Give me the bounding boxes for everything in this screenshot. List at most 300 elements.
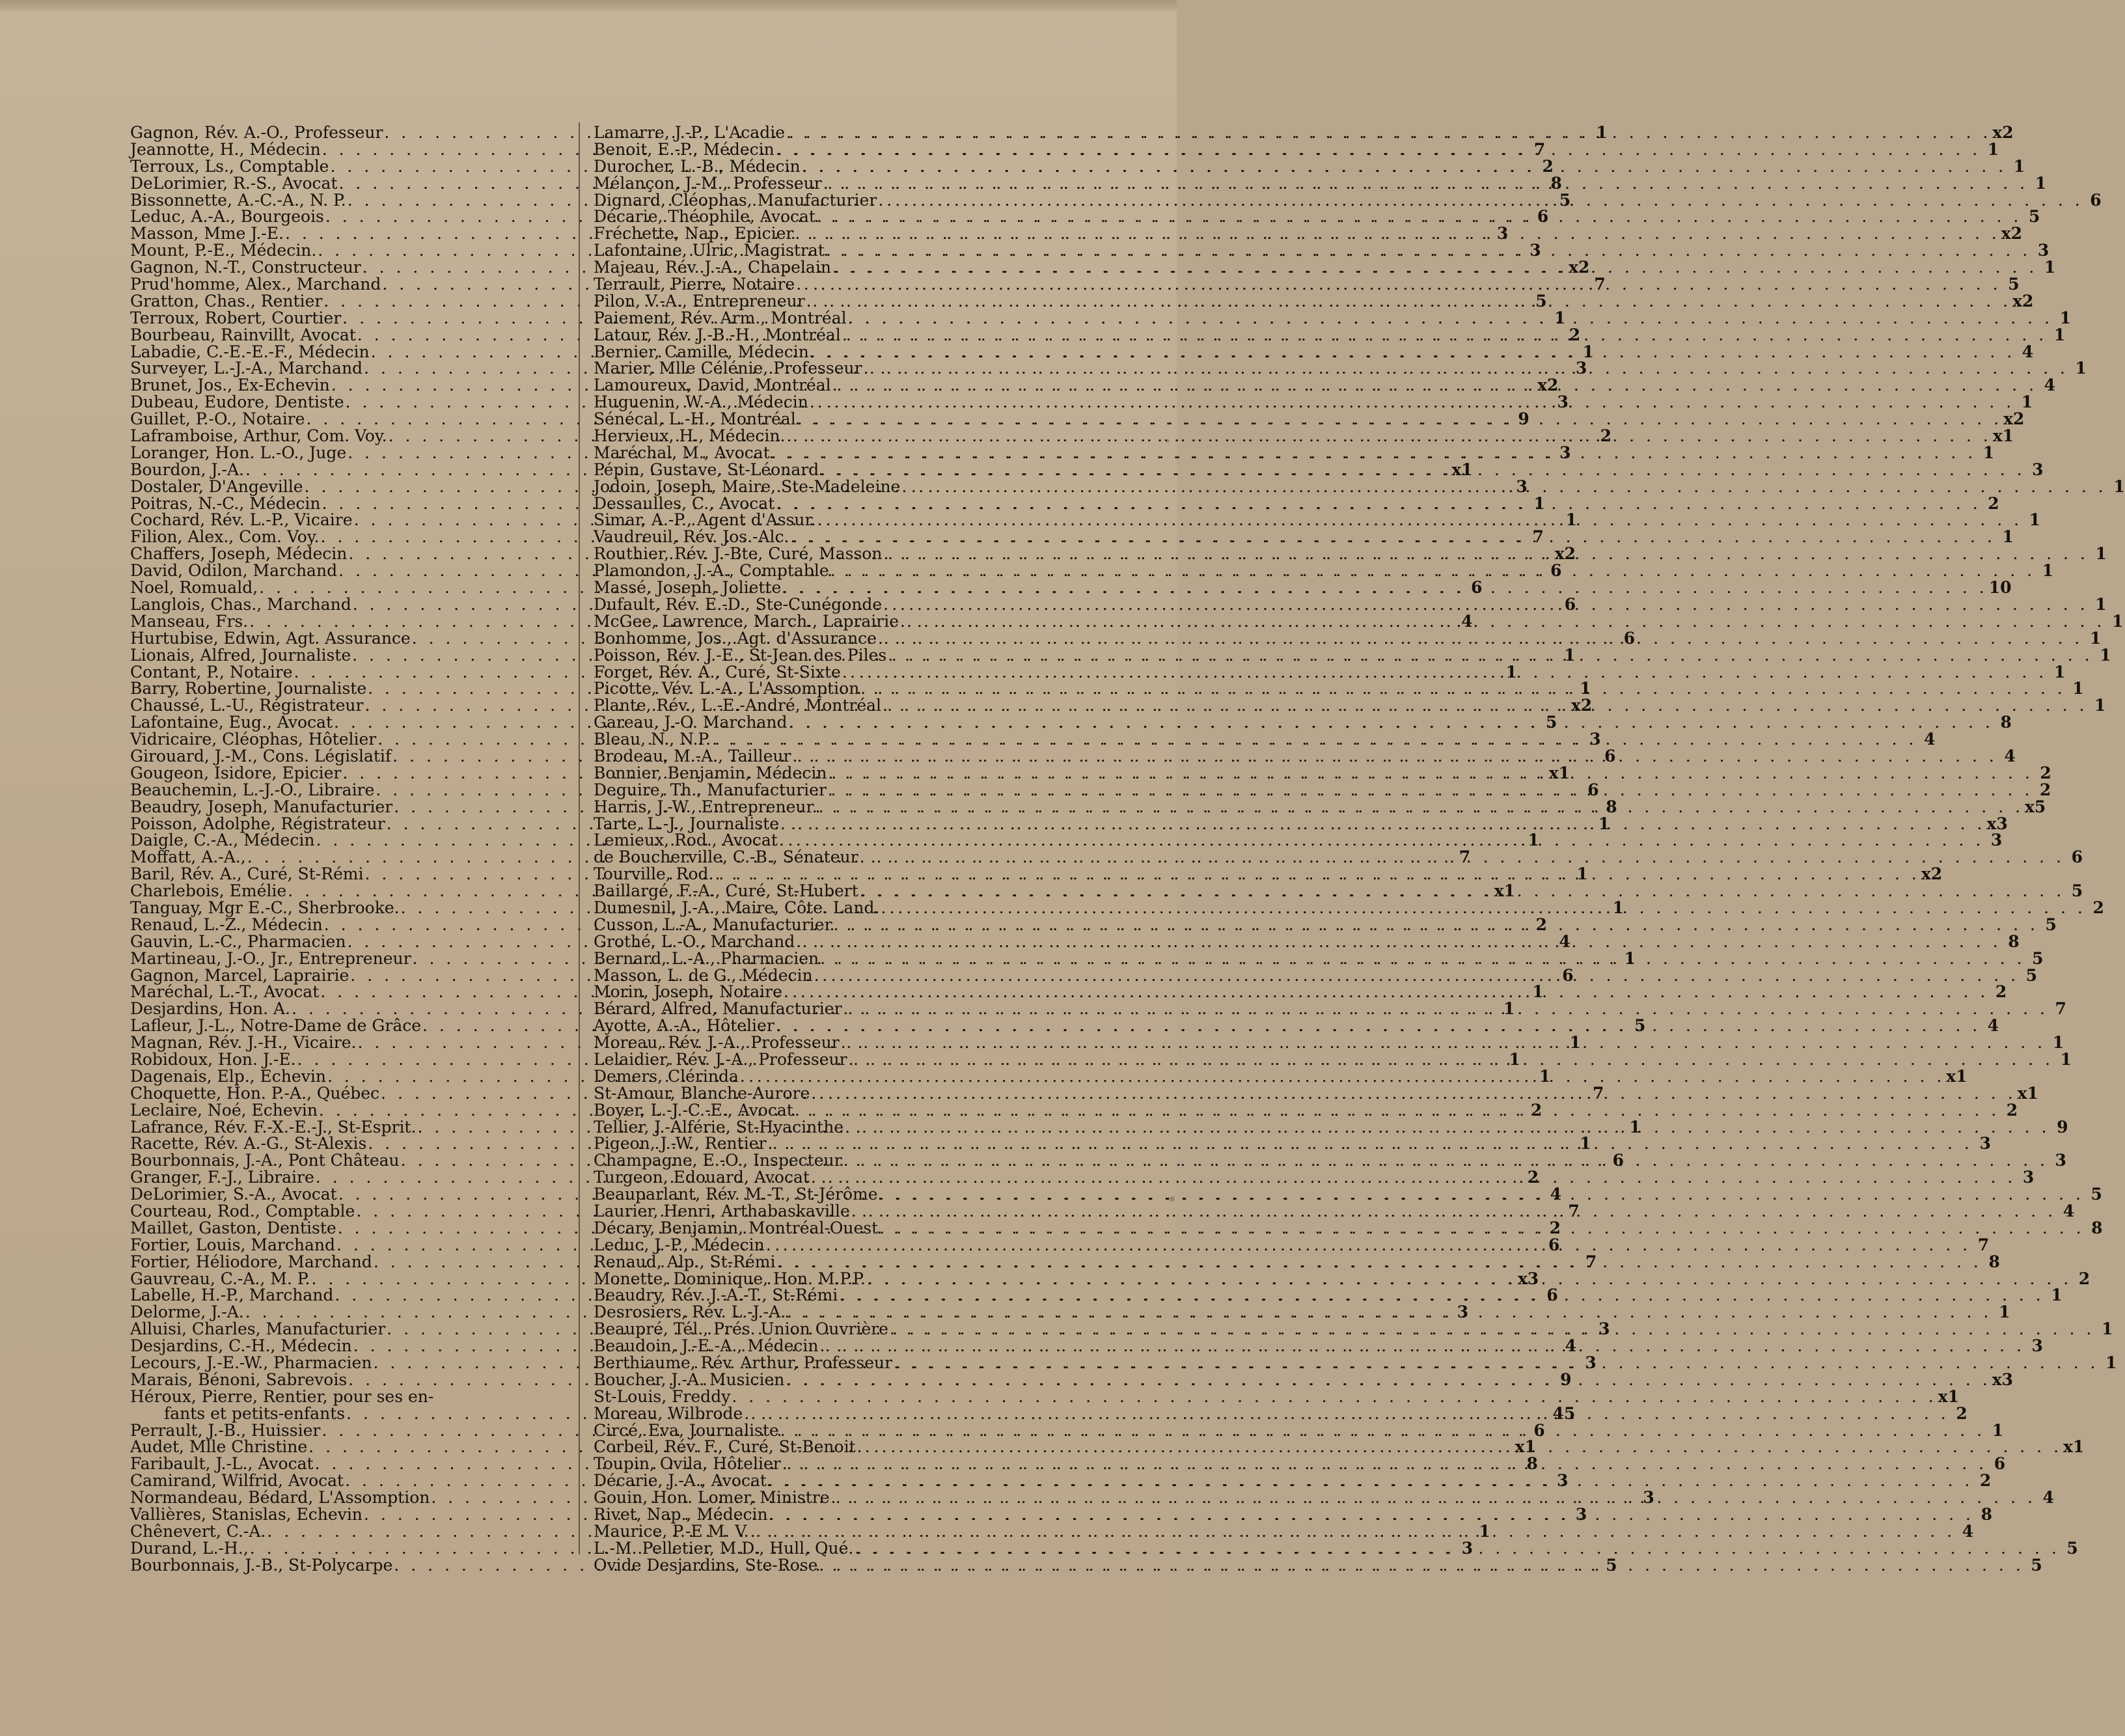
entry-count: 2 — [1995, 982, 2007, 1002]
list-item — [594, 814, 2008, 833]
entry-name: Champagne, E.-O., Inspecteur — [594, 1151, 842, 1170]
dot-leader — [878, 1186, 2085, 1203]
list-item — [594, 393, 2033, 412]
entry-count: 7 — [1568, 1202, 1580, 1220]
entry-name: Dessaulles, C., Avocat — [594, 493, 775, 513]
list-item — [594, 156, 2025, 176]
entry-count: 5 — [1559, 190, 1571, 210]
entry-name: Masson, L. de G., Médecin — [594, 965, 813, 985]
entry-count: 2 — [2040, 763, 2051, 782]
entry-count: 1 — [1987, 139, 1999, 159]
entry-count: x1 — [1515, 1437, 1536, 1457]
list-item — [594, 561, 2054, 581]
entry-name: Corbeil, Rév. F., Curé, St-Benoit — [594, 1437, 856, 1457]
entry-name: Dignard, Cléophas, Manufacturier — [594, 190, 877, 210]
entry-name: Maurice, P.-E M. V. — [594, 1521, 749, 1541]
entry-count: 1 — [1505, 662, 1517, 682]
entry-count: 6 — [1587, 780, 1599, 799]
entry-name: Tarte, L.-J., Journaliste — [594, 814, 780, 833]
dot-leader — [805, 293, 2012, 310]
entry-count: 1 — [1992, 1420, 2004, 1440]
dot-leader — [892, 1355, 2100, 1371]
entry-name: DeLorimier, S.-A., Avocat — [130, 1185, 337, 1204]
entry-count: 3 — [1576, 359, 1587, 378]
entry-name: Lafontaine, Ulric, Magistrat — [594, 241, 825, 260]
entry-name: Terroux, Robert, Courtier — [130, 308, 342, 327]
entry-count: 2 — [1988, 493, 1999, 513]
list-item — [594, 1286, 2063, 1305]
entry-name: Fréchette, Nap., Epicier — [594, 224, 794, 243]
entry-name: Charlebois, Emélie — [130, 881, 287, 901]
entry-count: 1 — [1533, 493, 1545, 513]
entry-name: Lamarre, J.-P., L'Acadie — [594, 123, 786, 142]
entry-name: Décarie, J.-A., Avocat — [594, 1471, 767, 1491]
entry-count: 1 — [1580, 1134, 1591, 1153]
list-item — [594, 662, 2066, 682]
entry-name: Courteau, Rod., Comptable — [130, 1202, 355, 1220]
entry-count: 1 — [1580, 679, 1591, 698]
entry-count: 1 — [1569, 1033, 1581, 1053]
entry-name: Guillet, P.-O., Notaire — [130, 409, 305, 429]
entry-name: Marais, Bénoni, Sabrevois — [130, 1370, 348, 1389]
list-item — [594, 611, 2124, 631]
entry-name: Mélançon, J.-M., Professeur — [594, 173, 822, 193]
list-item — [594, 1252, 2000, 1271]
entry-name: Huguenin, W.-A., Médecin — [594, 393, 808, 412]
entry-count: 1 — [2029, 510, 2041, 530]
entry-count: 1 — [1564, 645, 1576, 665]
dot-leader — [858, 883, 2066, 900]
paper-speck — [1170, 1196, 1175, 1202]
entry-count: x2 — [2003, 409, 2025, 429]
list-item — [594, 342, 2034, 361]
entry-name: Bérard, Alfred, Manufacturier — [594, 999, 842, 1019]
entry-name: Leclaire, Noé, Echevin — [130, 1100, 318, 1120]
dot-leader — [881, 697, 2089, 714]
entry-count: x3 — [1992, 1370, 2014, 1389]
entry-name: Laframboise, Arthur, Com. Voy. — [130, 426, 387, 446]
entry-name: Lafleur, J.-L., Notre-Dame de Grâce — [130, 1016, 422, 1036]
entry-count: 7 — [2055, 999, 2066, 1019]
entry-name: Magnan, Rév. J.-H., Vicaire. — [130, 1033, 357, 1053]
entry-name: David, Odilon, Marchand — [130, 561, 338, 581]
entry-count: 4 — [2022, 342, 2034, 361]
list-item — [594, 1319, 2113, 1339]
list-item — [594, 594, 2107, 614]
list-item — [594, 190, 2102, 210]
entry-name: Poitras, N.-C., Médecin — [130, 493, 321, 513]
list-item — [594, 1386, 1960, 1406]
entry-name: Chênevert, C.-A. — [130, 1521, 266, 1541]
entry-name: Baillargé, F.-A., Curé, St-Hubert — [594, 881, 858, 901]
entry-count: 3 — [1457, 1302, 1469, 1322]
entry-name: Surveyer, L.-J.-A., Marchand — [130, 359, 363, 378]
entry-name: Décarie, Théophile, Avocat — [594, 207, 816, 227]
entry-count: 8 — [1550, 173, 1562, 193]
list-item — [594, 291, 2034, 310]
list-item — [594, 965, 2038, 985]
entry-name: Faribault, J.-L., Avocat — [130, 1454, 314, 1474]
paper-speck — [1166, 439, 1170, 443]
entry-count: 1 — [1596, 123, 1608, 142]
entry-count: 1 — [2113, 476, 2125, 496]
list-item — [594, 1336, 2043, 1356]
dot-leader — [856, 1439, 2063, 1455]
dot-leader — [749, 1523, 1956, 1540]
entry-name: Rivet, Nap., Médecin — [594, 1505, 768, 1524]
entry-count: 7 — [1585, 1252, 1597, 1271]
dot-leader — [782, 984, 1990, 1000]
entry-count: 3 — [2032, 460, 2044, 479]
entry-name: Manseau, Frs. — [130, 611, 249, 631]
entry-name: Dufault, Rév. E.-D., Ste-Cunégonde — [594, 594, 883, 614]
dot-leader — [786, 1304, 1993, 1321]
entry-name: Desjardins, Hon. A. — [130, 999, 290, 1019]
entry-count: 4 — [1987, 1016, 1999, 1036]
entry-name: Lelaidier, Rév. J.-A., Professeur — [594, 1049, 847, 1069]
entry-count: 3 — [1516, 476, 1528, 496]
entry-count: 6 — [1546, 1286, 1558, 1305]
entry-count: 1 — [2095, 544, 2107, 564]
entry-name: Gagnon, Rév. A.-O., Professeur — [130, 123, 383, 142]
entry-name: Demers, Clérinda — [594, 1066, 739, 1086]
entry-name: Lionais, Alfred, Journaliste — [130, 645, 351, 665]
entry-count: 4 — [1550, 1185, 1562, 1204]
entry-name: Pépin, Gustave, St-Léonard — [594, 460, 819, 479]
entry-count: x1 — [1946, 1066, 1967, 1086]
entry-count: 6 — [1562, 965, 1574, 985]
entry-name: Lafrance, Rév. F.-X.-E.-J., St-Esprit. — [130, 1117, 417, 1137]
entry-count: 2 — [1535, 915, 1548, 934]
entry-count: 6 — [1548, 1235, 1560, 1254]
entry-name: Bourbonnais, J.-B., St-Polycarpe — [130, 1555, 393, 1575]
entry-count: 1 — [2002, 527, 2014, 547]
entry-name: St-Amour, Blanche-Aurore — [594, 1083, 810, 1103]
column-divider — [579, 122, 580, 1554]
entry-name: Perrault, J.-B., Huissier — [130, 1420, 321, 1440]
list-item — [594, 1083, 2038, 1103]
dot-leader — [822, 175, 2029, 192]
entry-name: Prud'homme, Alex., Marchand — [130, 275, 381, 294]
entry-count: 1 — [2105, 1353, 2117, 1373]
entry-name: Desrosiers, Rév. L.-J.-A. — [594, 1302, 786, 1322]
dot-leader — [765, 1237, 1972, 1254]
entry-count: x2 — [1921, 864, 1943, 884]
entry-count: 1 — [1999, 1302, 2010, 1322]
dot-leader — [841, 327, 2048, 344]
entry-name: Massé, Joseph, Joliette — [594, 578, 782, 598]
entry-count: 7 — [1594, 275, 1606, 294]
dot-leader — [766, 1135, 1973, 1152]
entry-count: 8 — [2091, 1218, 2103, 1237]
entry-count: 1 — [1539, 1066, 1551, 1086]
dot-leader — [713, 866, 1921, 883]
entry-name: de Boucherville, C.-B., Sénateur — [594, 847, 858, 867]
entry-name: Robidoux, Hon. J.-E. — [130, 1049, 296, 1069]
entry-count: 5 — [1606, 1555, 1617, 1575]
entry-count: 1 — [1532, 982, 1544, 1002]
entry-count: 3 — [1643, 1488, 1654, 1508]
entry-count: x3 — [1986, 814, 2008, 833]
entry-count: 6 — [1994, 1454, 2006, 1474]
dot-leader — [779, 816, 1986, 833]
list-item — [594, 1437, 2085, 1457]
entry-name: Martineau, J.-O., Jr., Entrepreneur — [130, 948, 411, 968]
dot-leader — [775, 1017, 1982, 1034]
dot-leader — [781, 579, 1988, 596]
entry-count: 5 — [2071, 881, 2083, 901]
list-item — [594, 1202, 2075, 1220]
entry-count: 4 — [1962, 1521, 1974, 1541]
entry-count: 45 — [1552, 1403, 1576, 1423]
dot-leader — [817, 799, 2025, 816]
entry-count: 3 — [1529, 241, 1541, 260]
entry-name: Boyer, L.-J.-C.-E., Avocat — [594, 1100, 793, 1120]
dot-leader — [810, 1085, 2017, 1102]
entry-name: Terroux, Ls., Comptable — [130, 156, 329, 176]
entry-name: Héroux, Pierre, Rentier, pour ses en- — [130, 1386, 434, 1406]
dot-leader — [831, 377, 2038, 394]
entry-count: 1 — [2075, 359, 2087, 378]
entry-name: Vaudreuil, Rév. Jos.-Alc. — [594, 527, 789, 547]
entry-name: Berthiaume, Rév. Arthur, Professeur — [594, 1353, 893, 1373]
entry-count: 2 — [1530, 1100, 1542, 1120]
entry-count: 3 — [1559, 443, 1571, 462]
dot-leader — [813, 967, 2020, 984]
list-item — [594, 173, 2047, 193]
list-item — [594, 1168, 2035, 1187]
entry-name: Gareau, J.-O. Marchand — [594, 713, 788, 732]
list-item — [594, 359, 2087, 378]
dot-leader — [832, 916, 2040, 933]
entry-name: Gagnon, N.-T., Constructeur — [130, 258, 361, 277]
entry-name: Bissonnette, A.-C.-A., N. P. — [130, 190, 346, 210]
entry-name: Noel, Romuald, — [130, 578, 258, 598]
entry-count: 4 — [1924, 730, 1936, 749]
entry-name: Sénécal, L.-H., Montréal — [594, 409, 796, 429]
entry-name: Gauvin, L.-C., Pharmacien — [130, 931, 346, 951]
entry-count: x1 — [1548, 763, 1570, 782]
entry-name: Lemieux, Rod., Avocat — [594, 831, 778, 850]
dot-leader — [862, 360, 2070, 377]
entry-name: Bernard, L.-A., Pharmacien — [594, 948, 819, 968]
dot-leader — [859, 680, 2066, 697]
entry-count: 6 — [1537, 207, 1549, 227]
entry-name: Leduc, J.-P., Médecin — [594, 1235, 765, 1254]
entry-count: 1 — [2053, 325, 2066, 344]
entry-count: 1 — [2101, 1319, 2113, 1339]
entry-name: Beaudoin, J.-E.-A., Médecin — [594, 1336, 819, 1356]
list-item — [594, 510, 2041, 530]
list-item — [594, 713, 2012, 732]
entry-name: Contant, P., Notaire — [130, 662, 293, 682]
entry-name: Audet, Mlle Christine — [130, 1437, 308, 1457]
entry-name: Girouard, J.-M., Cons. Législatif — [130, 746, 392, 765]
entry-name: Bourdon, J.-A. — [130, 460, 244, 479]
entry-name: Renaud, L.-Z., Médecin — [130, 915, 323, 934]
entry-count: 5 — [2045, 915, 2057, 934]
entry-count: x1 — [2017, 1083, 2038, 1103]
entry-count: 8 — [1988, 1252, 2000, 1271]
dot-leader — [793, 1102, 2001, 1119]
dot-leader — [879, 900, 2087, 916]
entry-count: 8 — [2000, 713, 2012, 732]
entry-count: 3 — [2037, 241, 2050, 260]
entry-name: Daigle, C.-A., Médecin — [130, 831, 315, 850]
entry-count: 1 — [1629, 1117, 1641, 1137]
entry-count: 8 — [2008, 931, 2020, 951]
entry-count: 7 — [1533, 139, 1546, 159]
list-item — [594, 1185, 2102, 1204]
list-item — [594, 409, 2025, 429]
entry-count: 1 — [2035, 173, 2047, 193]
list-item — [594, 1066, 1967, 1086]
entry-name: Camirand, Wilfrid, Avocat — [130, 1471, 344, 1491]
entry-count: 1 — [2100, 645, 2111, 665]
entry-name: Gouin, Hon. Lomer, Ministre — [594, 1488, 830, 1508]
list-item — [594, 864, 1943, 884]
entry-count: 1 — [1576, 864, 1588, 884]
list-item — [594, 493, 1999, 513]
entry-name: Maillet, Gaston, Dentiste — [130, 1218, 336, 1237]
entry-name: Gauvreau, C.-A., M. P. — [130, 1269, 310, 1288]
dot-leader — [827, 765, 2034, 782]
entry-name: Barry, Robertine, Journaliste — [130, 679, 367, 698]
entry-count: 1 — [1624, 948, 1636, 968]
entry-name: Terrault, Pierre, Notaire — [594, 275, 795, 294]
list-item — [594, 898, 2104, 917]
entry-count: 6 — [1471, 578, 1483, 598]
dot-leader — [767, 1472, 1974, 1489]
entry-name: Maréchal, L.-T., Avocat — [130, 982, 320, 1002]
entry-name: Delorme, J.-A. — [130, 1302, 244, 1322]
list-item — [594, 982, 2007, 1002]
dot-leader — [785, 428, 1992, 445]
entry-count: 5 — [1546, 713, 1557, 732]
entry-name: St-Louis, Freddy — [594, 1386, 731, 1406]
list-item — [594, 948, 2044, 968]
dot-leader — [816, 512, 2023, 529]
dot-leader — [739, 1068, 1946, 1085]
entry-count: 2 — [1527, 1168, 1539, 1187]
entry-count: x2 — [1537, 376, 1559, 395]
entry-count: 7 — [1593, 1083, 1604, 1103]
entry-name: Pigeon, J.-W., Rentier — [594, 1134, 767, 1153]
entry-count: 1 — [2095, 594, 2107, 614]
list-item — [594, 1134, 1991, 1153]
dot-leader — [775, 141, 1982, 158]
list-item — [594, 426, 2014, 446]
entry-name: Fortier, Louis, Marchand — [130, 1235, 335, 1254]
dot-leader — [730, 1388, 1938, 1405]
entry-name: Gougeon, Isidore, Epicier — [130, 763, 342, 782]
entry-count: 2 — [1600, 426, 1611, 446]
dot-leader — [847, 1051, 2055, 1068]
entry-count: 1 — [1554, 308, 1566, 327]
entry-count: 5 — [2091, 1185, 2102, 1204]
entry-name: Monette, Dominique, Hon. M.P.P. — [594, 1269, 866, 1288]
list-item — [594, 999, 2066, 1019]
dot-leader — [853, 1540, 2061, 1557]
entry-count: 5 — [1634, 1016, 1646, 1036]
entry-name: Moffatt, A.-A., — [130, 847, 246, 867]
dot-leader — [785, 124, 1992, 141]
dot-leader — [795, 276, 2002, 293]
dot-leader — [829, 562, 2036, 579]
entry-count: 3 — [2031, 1336, 2043, 1356]
entry-count: 6 — [1612, 1151, 1625, 1170]
entry-name: Loranger, Hon. L.-O., Juge — [130, 443, 347, 462]
dot-leader — [841, 664, 2048, 681]
entry-name: Tanguay, Mgr E.-C., Sherbrooke. — [130, 898, 400, 917]
entry-count: 1 — [2021, 393, 2033, 412]
entry-count: 4 — [2042, 1488, 2054, 1508]
entry-name: Plamondon, J.-A., Comptable — [594, 561, 829, 581]
entry-count: x1 — [1992, 426, 2014, 446]
entry-count: 9 — [1518, 409, 1529, 429]
entry-name: Bleau, N., N.P. — [594, 730, 711, 749]
entry-name: Tellier, J.-Alférie, St-Hyacinthe — [594, 1117, 844, 1137]
dot-leader — [808, 394, 2016, 411]
entry-name: Majeau, Rév. J.-A., Chapelain — [594, 258, 831, 277]
entry-count: 1 — [2072, 679, 2084, 698]
entry-name: L.-M. Pelletier, M.D., Hull, Qué. — [594, 1538, 854, 1558]
dot-leader — [878, 1220, 2085, 1237]
entry-name: Beaudry, Rév. J.-A.-T., St-Rémi — [594, 1286, 838, 1305]
entry-name: Granger, F.-J., Libraire — [130, 1168, 314, 1187]
entry-count: 5 — [2028, 207, 2040, 227]
entry-count: x2 — [2001, 224, 2023, 243]
list-item — [594, 1235, 1990, 1254]
entry-name: Vidricaire, Cléophas, Hôtelier — [130, 730, 377, 749]
entry-count: 9 — [1560, 1370, 1572, 1389]
dot-leader — [711, 731, 1918, 748]
dot-leader — [788, 714, 1995, 731]
list-item — [594, 797, 2046, 816]
list-item — [130, 1388, 566, 1405]
entry-name: Gratton, Chas., Rentier — [130, 291, 323, 310]
entry-name: Beauchemin, L.-J.-O., Libraire — [130, 780, 375, 799]
entry-count: 4 — [2044, 376, 2056, 395]
entry-name: Fortier, Héliodore, Marchand — [130, 1252, 372, 1271]
list-item — [594, 1488, 2054, 1508]
entry-count: 2 — [1979, 1471, 1992, 1491]
dot-leader — [819, 462, 2026, 478]
entry-count: 7 — [1977, 1235, 1990, 1254]
dot-leader — [825, 242, 2032, 259]
entry-count: 1 — [2052, 1033, 2064, 1053]
list-item — [594, 325, 2066, 344]
dot-leader — [831, 259, 2038, 276]
list-item — [594, 645, 2111, 665]
entry-count: 6 — [2090, 190, 2102, 210]
dot-leader — [847, 310, 2054, 327]
entry-count: 3 — [1557, 393, 1569, 412]
entry-count: 3 — [1461, 1538, 1474, 1558]
list-item — [594, 746, 2016, 765]
entry-name: Poisson, Adolphe, Régistrateur — [130, 814, 385, 833]
entry-count: 1 — [2053, 662, 2066, 682]
page-top-edge — [0, 0, 1177, 12]
list-item — [594, 628, 2102, 648]
entry-name: Simar, A.-P., Agent d'Assur. — [594, 510, 816, 530]
dot-leader — [858, 849, 2066, 866]
entry-name: Latour, Rév. J.-B.-H., Montréal — [594, 325, 841, 344]
entry-count: 3 — [2022, 1168, 2035, 1187]
entry-count: 2 — [1956, 1403, 1967, 1423]
dot-leader — [793, 225, 2001, 242]
entry-name: Leduc, A.-A., Bourgeois — [130, 207, 324, 227]
